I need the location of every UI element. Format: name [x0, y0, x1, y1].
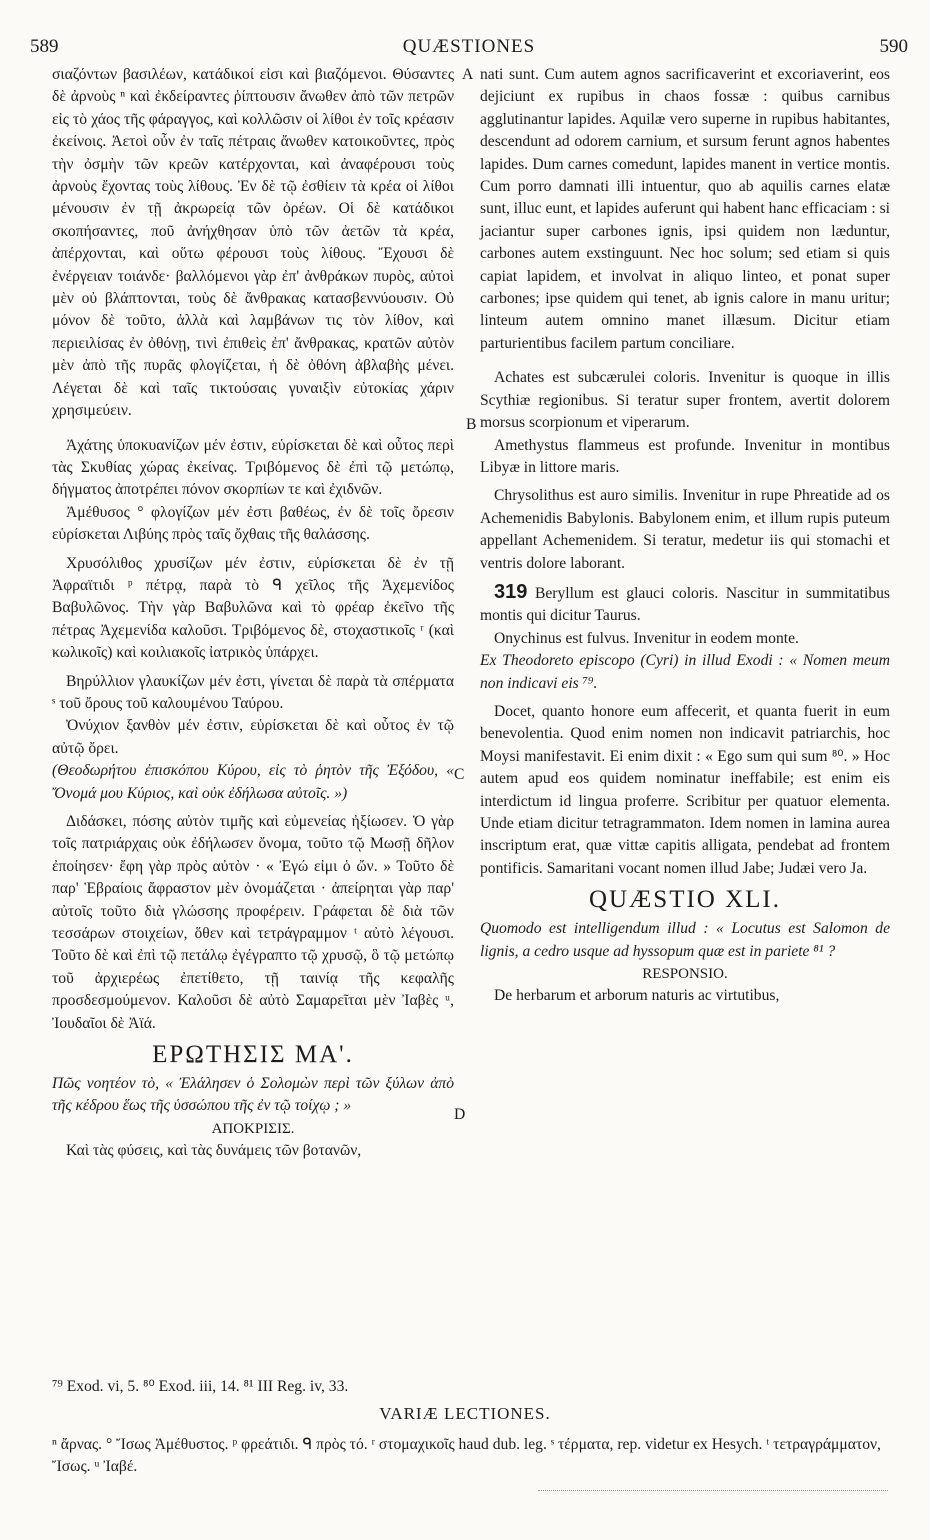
margin-letter-d: D: [454, 1106, 466, 1123]
page-number-right: 590: [879, 36, 908, 57]
running-title: QUÆSTIONES: [402, 36, 536, 57]
greek-section-heading: (Θεοδωρήτου ἐπισκόπου Κύρου, εἰς τὸ ῥητὸν τῆς Ἐξόδου, « Ὄνομά μου Κύριος, καὶ οὐκ ἐδήλωσα αὐτοῖς. »): [52, 762, 454, 802]
footnotes: ⁷⁹ Exod. vi, 5. ⁸⁰ Exod. iii, 14. ⁸¹ III Reg. iv, 33.: [52, 1378, 349, 1395]
greek-paragraph-onyx: Ὀνύχιον ξανθὸν μέν ἐστιν, εὑρίσκεται δὲ καὶ οὗτος ἐν τῷ αὐτῷ ὄρει.: [52, 717, 454, 757]
greek-paragraph-amethyst: Ἀμέθυσος ° φλογίζων μέν ἐστι βαθέως, ἐν δὲ τοῖς ὄρεσιν εὑρίσκεται Λιβύης πρὸς ταῖς ὄχθαις τῆς θαλάσσης.: [52, 503, 454, 544]
margin-letter-a: A: [462, 66, 474, 83]
variae-lectiones-text: ⁿ ἄρνας. ° Ἴσως Ἀμέθυστος. ᵖ φρεάτιδι. ᑫ πρὸς τό. ʳ στομαχικοῖς haud dub. leg. ˢ τέρματα, rep. videtur ex Hesych. ᵗ τετραγράμματον, Ἴσως. ᵘ Ἰαβέ.: [52, 1436, 881, 1475]
latin-response-heading: RESPONSIO.: [642, 966, 728, 983]
greek-paragraph-beryl: Βηρύλλιον γλαυκίζων μέν ἐστι, γίνεται δὲ παρὰ τὰ σπέρματα ˢ τοῦ ὄρους τοῦ καλουμένου Ταύρου.: [52, 672, 454, 712]
greek-paragraph-1: σιαζόντων βασιλέων, κατάδικοί εἰσι καὶ βιαζόμενοι. Θύσαντες δὲ ἀρνοὺς ⁿ καὶ ἐκδείραντες ῥίπτουσιν ἄνωθεν ἀπὸ τῶν πετρῶν εἰς τὸ χάος τῆς φάραγγος, καὶ κολλῶσιν οἱ λίθοι ἐν τοῖς κρέασιν ἐκείνοις. Ἀετοὶ οὖν ἐν ταῖς πέτραις ἄνωθεν κατοικοῦντες, πρὸς τὴν ὀσμὴν τῶν κρεῶν κατέρχονται, καὶ ἀναφέρουσι τοὺς ἀρνοὺς ἔχοντας τοὺς λίθους. Ἐν δὲ τῷ ἐσθίειν τὰ κρέα οἱ λίθοι μένουσιν ἐν τῇ ἀκρωρείᾳ τῶν ὀρέων. Οἱ δὲ κατάδικοι σκοπήσαντες, ποῦ ἀνήχθησαν ὑπὸ τῶν ἀετῶν τὰ κρέα, ἀπέρχονται, καὶ οὕτω φέρουσι τοὺς λίθους. Ἔχουσι δὲ ἐνέργειαν τοιάνδε· βαλλόμενοι γὰρ ἐπ' ἀνθράκων πυρὸς, αὐτοὶ μὲν οὐ βλάπτονται, τοὺς δὲ ἄνθρακας κατασβεννύουσιν. Οὐ μόνον δὲ τοῦτο, ἀλλὰ καὶ λαμβάνων τις τὸν λίθον, καὶ περιειλίσας ἐν ὀθόνῃ, τινὶ ἐπιθεὶς ἐπ' ἄνθρακας, κρατῶν αὐτὸν μὲν ἀπὸ τῆς πυρᾶς φλογίζεται, ἡ δὲ ὀθόνη ἀβλαβὴς μένει. Λέγεται δὲ καὶ ταῖς τικτούσαις γυναιξὶν εὐτοκίας χάριν χρησιμεύειν.: [52, 66, 454, 420]
latin-section-heading: Ex Theodoreto episcopo (Cyri) in illud Exodi : « Nomen meum non indicavi eis ⁷⁹.: [480, 652, 890, 692]
greek-paragraph-achates: Ἀχάτης ὑποκυανίζων μέν ἐστιν, εὑρίσκεται δὲ καὶ οὗτος περὶ τὰς Σκυθίας χώρας ἐκείνας. Τριβόμενος δὲ ἐπὶ τῷ μετώπῳ, δήγματος ἀποτρέπει πόνον σκορπίων τε καὶ ἐχιδνῶν.: [52, 436, 454, 499]
latin-column: [480, 64, 890, 1007]
greek-question-title: ΕΡΩΤΗΣΙΣ ΜΑ'.: [152, 1041, 354, 1069]
greek-paragraph-theodoret: Διδάσκει, πόσης αὐτὸν τιμῆς καὶ εὐμενείας ἠξίωσεν. Ὁ γὰρ τοῖς πατριάρχαις οὐκ ἐδήλωσεν ὄνομα, τοῦτο τῷ Μωσῇ δῆλον ἐποίησεν· ἔφη γὰρ πρὸς αὐτὸν · « Ἐγώ εἰμι ὁ ὤν. » Τοῦτο δὲ παρ' Ἑβραίοις ἄφραστον μὲν ὀνομάζεται · ἀπείρηται γὰρ παρ' αὐτοῖς τοῦτο διὰ γλώσσης προφέρειν. Γράφεται δὲ διὰ τῶν τεσσάρων στοιχείων, ὅθεν καὶ τετράγραμμον ᵗ αὐτὸ λέγουσι. Τοῦτο δὲ καὶ ἐπὶ τῷ πετάλῳ ἐγέγραπτο τῷ χρυσῷ, ὃ τῷ μετώπῳ τοῦ ἀρχιερέως ἐπετίθετο, τῇ ταινίᾳ τῆς κεφαλῆς προσδεσμούμενον. Καλοῦσι δὲ αὐτὸ Σαμαρεῖται μὲν Ἰαβὲς ᵘ, Ἰουδαῖοι δὲ Ἀϊά.: [52, 813, 454, 1032]
greek-response-text: Καὶ τὰς φύσεις, καὶ τὰς δυνάμεις τῶν βοτανῶν,: [66, 1141, 362, 1159]
margin-letter-c: C: [454, 766, 465, 783]
latin-paragraph-onyx: Onychinus est fulvus. Invenitur in eodem monte.: [494, 629, 799, 647]
bottom-rule: [538, 1490, 888, 1491]
latin-paragraph-1: nati sunt. Cum autem agnos sacrificaverint et excoriaverint, eos dejiciunt ex rupibus in chaos fossæ : quibus carnibus agglutinantur lapides. Aquilæ vero superne in rupibus habitantes, descendunt ad odorem carnium, et sursum ferunt agnos habentes lapides. Dum carnes comedunt, lapides manent in vertice montis. Cum porro damnati illi intuentur, quo ab aquilis carnes elatæ sunt, illuc eunt, et lapides auferunt qui habent hanc efficaciam : si jaciantur super carbones ignis, ipsi quidem non læduntur, carbones autem exstinguunt. Nec hoc solum; sed etiam si quis capiat lapidem, et involvat in aliquo linteo, et ponat super carbones; ipse quidem qui tenet, ab ignis calore in manu uritur; linteum autem omnino manet illæsum. Dicitur etiam parturientibus facilem partum conciliare.: [480, 66, 890, 352]
latin-response-text: De herbarum et arborum naturis ac virtutibus,: [494, 987, 780, 1005]
greek-response-heading: ΑΠΟΚΡΙΣΙΣ.: [211, 1120, 295, 1137]
latin-paragraph-chrysolith: Chrysolithus est auro similis. Invenitur in rupe Phreatide ad os Achemenidis Babylonis. Babylonem enim, et illum rupis puteum appellant Achemenidem. Si teratur, medetur iis qui stomachi et ventris dolore laborant.: [480, 487, 890, 572]
latin-question-text: Quomodo est intelligendum illud : « Locutus est Salomon de lignis, a cedro usque ad hyssopum quæ est in pariete ⁸¹ ?: [480, 920, 890, 960]
latin-paragraph-amethyst: Amethystus flammeus est profunde. Invenitur in montibus Libyæ in littore maris.: [480, 436, 890, 476]
running-header: [30, 36, 908, 62]
latin-beryl-text: Beryllum est glauci coloris. Nascitur in summitatibus montis qui dicitur Taurus.: [480, 584, 890, 625]
latin-question-title: QUÆSTIO XLI.: [588, 886, 782, 914]
latin-paragraph-beryl: [480, 581, 890, 628]
margin-letter-b: B: [466, 416, 477, 433]
page-number-left: 589: [30, 36, 59, 57]
column-number: 319: [494, 580, 528, 603]
greek-question-text: Πῶς νοητέον τὸ, « Ἐλάλησεν ὁ Σολομὼν περὶ τῶν ξύλων ἀπὸ τῆς κέδρου ἕως τῆς ὑσσώπου τῆς ἐν τῷ τοίχῳ ; »: [52, 1075, 454, 1115]
latin-paragraph-achates: Achates est subcærulei coloris. Invenitur is quoque in illis Scythiæ regionibus. Si teratur super frontem, avertit dolorem morsus scorpionum et viperarum.: [480, 369, 890, 432]
greek-paragraph-chrysolith: Χρυσόλιθος χρυσίζων μέν ἐστιν, εὑρίσκεται δὲ ἐν τῇ Ἀφραϊτιδι ᵖ πέτρᾳ, παρὰ τὸ ᑫ χεῖλος τῆς Ἀχεμενίδος Βαβυλῶνος. Τὴν γὰρ Βαβυλῶνα καὶ τὸ φρέαρ ἐκεῖνο τῆς πέτρας Ἀχεμενίδα καλοῦσι. Τριβόμενος δὲ, στοχαστικοῖς ʳ (καὶ κωλικοῖς) καὶ κοιλιακοῖς ἰατρικὸς ὑπάρχει.: [52, 554, 454, 662]
latin-paragraph-theodoret: Docet, quanto honore eum affecerit, et quanta fuerit in eum benevolentia. Quod enim nomen non indicavit patriarchis, hoc Moysi manifestavit. Ei enim dixit : « Ego sum qui sum ⁸⁰. » Hoc autem apud eos quidem nominatur ineffabile; est enim eis interdictum id lingua proferre. Scribitur per quatuor elementa. Unde etiam dicitur tetragrammaton. Idem nomen in lamina aurea inscriptum erat, quæ vittæ capitis alligata, pendebat ad frontem pontificis. Samaritani vocant nomen illud Jabe; Judæi vero Ja.: [480, 702, 890, 877]
greek-column: [52, 64, 454, 1162]
variae-lectiones-title: VARIÆ LECTIONES.: [379, 1404, 551, 1423]
